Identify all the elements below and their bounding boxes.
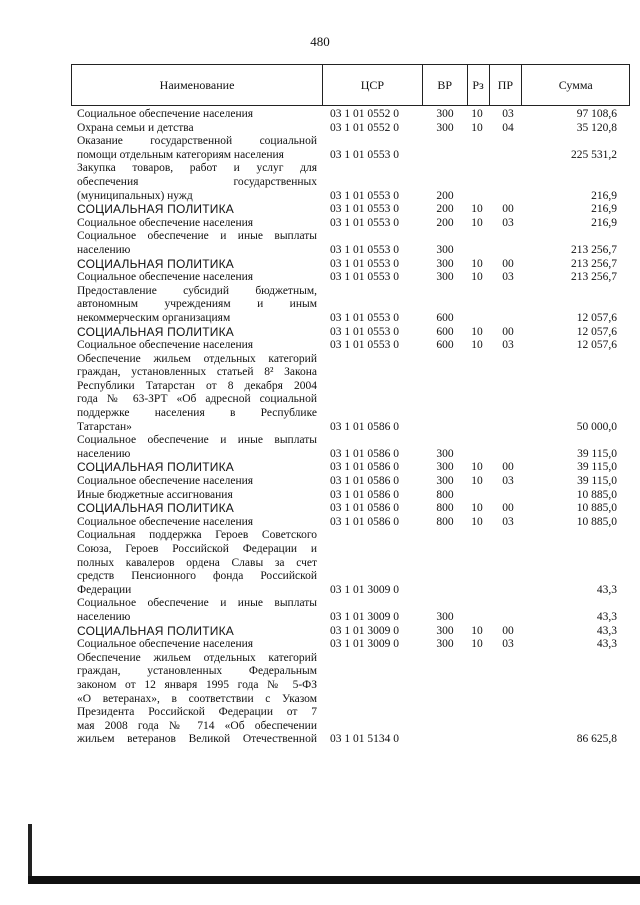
row-name-line: Предоставление субсидий бюджетным,: [77, 284, 317, 297]
row-pr: 03: [502, 216, 514, 229]
table-row: [77, 230, 617, 257]
row-rz: 10: [471, 502, 483, 515]
table-row: [77, 502, 617, 516]
row-pr: 03: [502, 108, 514, 120]
row-csr: 03 1 01 3009 0: [330, 583, 399, 596]
row-csr: 03 1 01 0553 0: [330, 203, 399, 216]
row-name-line: СОЦИАЛЬНАЯ ПОЛИТИКА: [77, 256, 234, 271]
table-row: [77, 162, 617, 203]
row-csr: 03 1 01 5134 0: [330, 733, 399, 746]
header-vr: ВР: [423, 65, 468, 105]
header-pr: ПР: [490, 65, 523, 105]
row-vr: 200: [436, 216, 454, 229]
table-row: [77, 638, 617, 652]
row-name-line: Союза, Героев Российской Федерации и: [77, 543, 317, 555]
row-name-line: СОЦИАЛЬНАЯ ПОЛИТИКА: [77, 623, 234, 638]
header-rz: Рз: [468, 65, 490, 105]
row-name-line: Республики Татарстан от 8 декабря 2004: [77, 379, 317, 392]
row-name-line: населению: [77, 610, 131, 623]
table-row: [77, 434, 617, 461]
row-sum: 43,3: [596, 638, 617, 651]
row-name-line: полных кавалеров ордена Славы за счет: [77, 556, 317, 569]
row-csr: 03 1 01 3009 0: [330, 610, 399, 623]
row-name-line: Социальное обеспечение населения: [77, 108, 254, 120]
row-name-line: Социальное обеспечение населения: [77, 638, 254, 651]
row-sum: 10 885,0: [576, 515, 617, 528]
row-pr: 00: [502, 461, 514, 474]
page-number: 480: [310, 34, 330, 49]
row-vr: 300: [436, 108, 454, 120]
table-body: [77, 108, 617, 747]
row-name-line: «О ветеранах», в соответствии с Указом: [77, 692, 317, 705]
row-name-line: Социальное обеспечение и иные выплаты: [77, 230, 317, 243]
table-row: [77, 489, 617, 503]
row-name-line: СОЦИАЛЬНАЯ ПОЛИТИКА: [77, 202, 234, 217]
scan-bottom-border: [28, 876, 640, 884]
row-name-line: граждан, установленных Федеральным: [77, 665, 317, 678]
table-row: [77, 516, 617, 530]
row-sum: 43,3: [596, 624, 617, 637]
row-name-line: (муниципальных) нужд: [77, 189, 193, 202]
row-sum: 225 531,2: [571, 148, 617, 161]
row-name-line: СОЦИАЛЬНАЯ ПОЛИТИКА: [77, 501, 234, 516]
row-name-line: Обеспечение жильем отдельных категорий: [77, 352, 317, 365]
row-pr: 03: [502, 339, 514, 352]
row-csr: 03 1 01 0586 0: [330, 475, 399, 488]
row-sum: 39 115,0: [577, 447, 617, 460]
table-row: [77, 326, 617, 340]
row-rz: 10: [471, 624, 483, 637]
row-rz: 10: [471, 271, 483, 284]
table-row: [77, 475, 617, 489]
table-row: [77, 271, 617, 285]
row-vr: 300: [436, 638, 454, 651]
row-name-line: Оказание государственной социальной: [77, 135, 317, 148]
row-pr: 00: [502, 502, 514, 515]
row-name-line: мая 2008 года № 714 «Об обеспечении: [77, 719, 317, 732]
table-row: [77, 217, 617, 231]
row-name-line: Социальное обеспечение населения: [77, 515, 254, 528]
row-name-line: обеспечения государственных: [77, 175, 317, 188]
row-csr: 03 1 01 0552 0: [330, 108, 399, 120]
row-sum: 10 885,0: [576, 488, 617, 501]
row-name-line: законом от 12 января 1995 года № 5-ФЗ: [77, 678, 317, 691]
table-header: [71, 64, 630, 106]
row-name-line: Обеспечение жильем отдельных категорий: [77, 651, 317, 664]
row-sum: 12 057,6: [576, 339, 617, 352]
row-pr: 00: [502, 203, 514, 216]
row-sum: 43,3: [596, 610, 617, 623]
row-rz: 10: [471, 121, 483, 134]
row-sum: 86 625,8: [576, 733, 617, 746]
row-vr: 200: [436, 189, 454, 202]
header-csr: ЦСР: [323, 65, 423, 105]
row-name-line: Социальное обеспечение населения: [77, 475, 254, 488]
row-vr: 300: [436, 121, 454, 134]
row-vr: 600: [436, 325, 454, 338]
row-name-line: Иные бюджетные ассигнования: [77, 488, 233, 501]
row-name-line: населению: [77, 447, 131, 460]
row-name-line: Социальное обеспечение и иные выплаты: [77, 434, 317, 447]
row-name-line: Социальное обеспечение населения: [77, 339, 254, 352]
row-rz: 10: [471, 475, 483, 488]
row-sum: 97 108,6: [576, 108, 617, 120]
row-name-line: жильем ветеранов Великой Отечественной: [77, 733, 317, 746]
row-name-line: Федерации: [77, 583, 132, 596]
row-csr: 03 1 01 0553 0: [330, 243, 399, 256]
row-name-line: СОЦИАЛЬНАЯ ПОЛИТИКА: [77, 324, 234, 339]
row-vr: 300: [436, 243, 454, 256]
table-row: [77, 203, 617, 217]
table-row: [77, 597, 617, 624]
row-rz: 10: [471, 108, 483, 120]
table-row: [77, 461, 617, 475]
row-pr: 04: [502, 121, 514, 134]
row-name-line: средств Пенсионного фонда Российской: [77, 570, 317, 583]
row-sum: 35 120,8: [576, 121, 617, 134]
row-vr: 300: [436, 271, 454, 284]
row-rz: 10: [471, 203, 483, 216]
row-name-line: Социальная поддержка Героев Советского: [77, 529, 317, 542]
table-row: [77, 122, 617, 136]
row-name-line: года № 63-ЗРТ «Об адресной социальной: [77, 393, 317, 406]
row-csr: 03 1 01 3009 0: [330, 624, 399, 637]
table-row: [77, 285, 617, 326]
table-row: [77, 339, 617, 353]
header-name: Наименование: [72, 65, 323, 105]
scan-edge-mark: [28, 824, 32, 884]
row-vr: 800: [436, 488, 454, 501]
row-csr: 03 1 01 0553 0: [330, 216, 399, 229]
row-csr: 03 1 01 0552 0: [330, 121, 399, 134]
row-sum: 12 057,6: [576, 311, 617, 324]
row-csr: 03 1 01 0553 0: [330, 311, 399, 324]
row-csr: 03 1 01 0553 0: [330, 325, 399, 338]
row-name-line: некоммерческим организациям: [77, 311, 231, 324]
row-csr: 03 1 01 0553 0: [330, 271, 399, 284]
row-rz: 10: [471, 325, 483, 338]
row-csr: 03 1 01 3009 0: [330, 638, 399, 651]
row-sum: 216,9: [591, 189, 617, 202]
row-pr: 03: [502, 515, 514, 528]
row-vr: 300: [436, 461, 454, 474]
row-sum: 12 057,6: [576, 325, 617, 338]
row-pr: 03: [502, 475, 514, 488]
row-sum: 39 115,0: [577, 461, 617, 474]
row-sum: 213 256,7: [571, 257, 617, 270]
row-csr: 03 1 01 0586 0: [330, 515, 399, 528]
row-name-line: Охрана семьи и детства: [77, 121, 194, 134]
row-sum: 10 885,0: [576, 502, 617, 515]
row-vr: 300: [436, 257, 454, 270]
row-name-line: Социальное обеспечение населения: [77, 271, 254, 284]
row-name-line: Социальное обеспечение населения: [77, 216, 254, 229]
row-name-line: автономным учреждениям и иным: [77, 298, 317, 311]
table-row: [77, 108, 617, 122]
row-csr: 03 1 01 0553 0: [330, 148, 399, 161]
row-vr: 600: [436, 339, 454, 352]
table-row: [77, 625, 617, 639]
row-sum: 39 115,0: [577, 475, 617, 488]
row-name-line: граждан, установленных статьей 8² Закона: [77, 366, 317, 379]
row-csr: 03 1 01 0553 0: [330, 189, 399, 202]
row-sum: 216,9: [591, 216, 617, 229]
row-sum: 50 000,0: [576, 420, 617, 433]
row-rz: 10: [471, 257, 483, 270]
row-csr: 03 1 01 0586 0: [330, 420, 399, 433]
row-vr: 800: [436, 515, 454, 528]
table-row: [77, 258, 617, 272]
row-vr: 300: [436, 624, 454, 637]
row-rz: 10: [471, 339, 483, 352]
row-vr: 600: [436, 311, 454, 324]
row-name-line: СОЦИАЛЬНАЯ ПОЛИТИКА: [77, 460, 234, 475]
row-name-line: помощи отдельным категориям населения: [77, 148, 284, 161]
row-vr: 300: [436, 447, 454, 460]
row-rz: 10: [471, 515, 483, 528]
row-vr: 300: [436, 475, 454, 488]
row-rz: 10: [471, 216, 483, 229]
row-pr: 03: [502, 271, 514, 284]
row-name-line: Президента Российской Федерации от 7: [77, 706, 317, 719]
row-sum: 213 256,7: [571, 271, 617, 284]
row-vr: 300: [436, 610, 454, 623]
row-rz: 10: [471, 638, 483, 651]
row-name-line: поддержке населения в Республике: [77, 407, 317, 420]
header-sum: Сумма: [558, 77, 593, 92]
row-name-line: населению: [77, 243, 131, 256]
row-sum: 216,9: [591, 203, 617, 216]
row-name-line: Социальное обеспечение и иные выплаты: [77, 597, 317, 610]
row-pr: 03: [502, 638, 514, 651]
row-name-line: Татарстан»: [77, 420, 132, 433]
row-sum: 213 256,7: [571, 243, 617, 256]
row-vr: 800: [436, 502, 454, 515]
row-rz: 10: [471, 461, 483, 474]
row-vr: 200: [436, 203, 454, 216]
row-pr: 00: [502, 325, 514, 338]
row-csr: 03 1 01 0586 0: [330, 447, 399, 460]
table-row: [77, 353, 617, 435]
row-csr: 03 1 01 0586 0: [330, 488, 399, 501]
row-sum: 43,3: [596, 583, 617, 596]
row-csr: 03 1 01 0586 0: [330, 461, 399, 474]
table-row: [77, 529, 617, 597]
row-csr: 03 1 01 0553 0: [330, 339, 399, 352]
table-row: [77, 135, 617, 162]
row-pr: 00: [502, 257, 514, 270]
row-csr: 03 1 01 0586 0: [330, 502, 399, 515]
row-pr: 00: [502, 624, 514, 637]
row-csr: 03 1 01 0553 0: [330, 257, 399, 270]
row-name-line: Закупка товаров, работ и услуг для: [77, 162, 317, 175]
table-row: [77, 652, 617, 747]
